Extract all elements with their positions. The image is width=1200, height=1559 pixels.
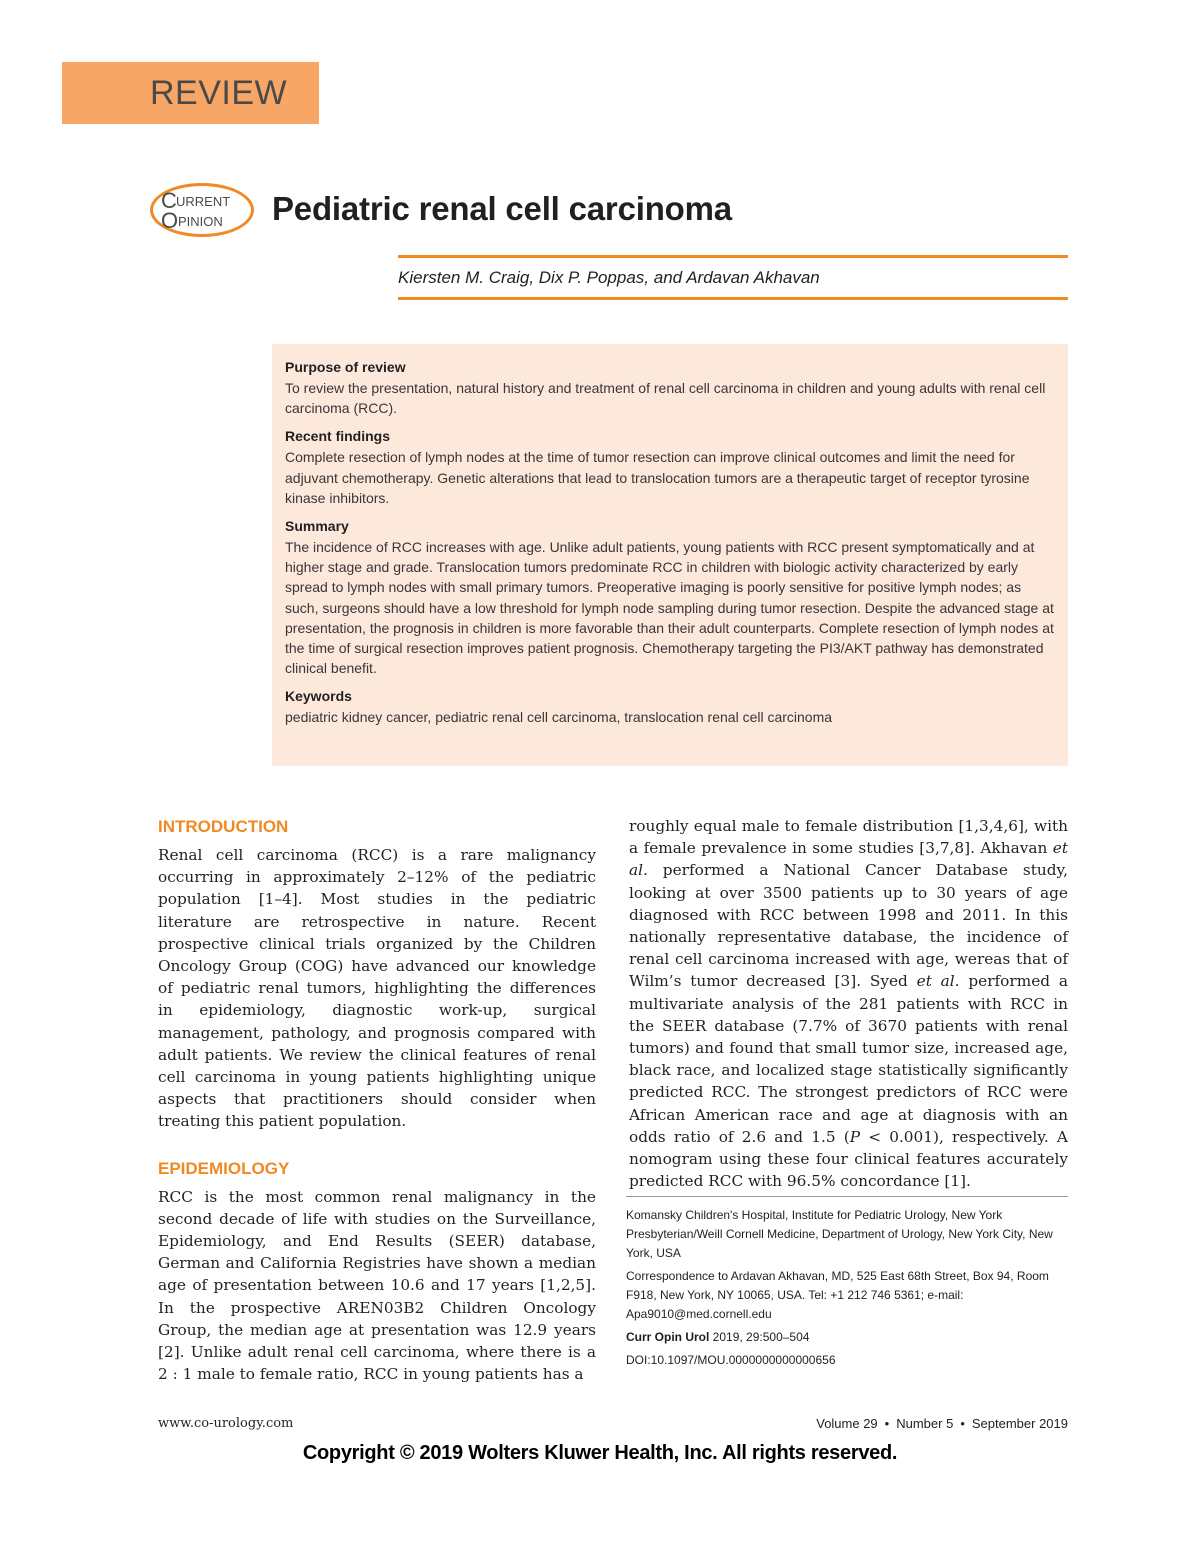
review-banner: REVIEW <box>62 62 319 124</box>
abstract-summary-text: The incidence of RCC increases with age. Unlike adult patients, young patients with RCC present symptomatically and at higher stage and grade. Translocation tumors predominate RCC in children with biologic activity characterized by early spread to lymph nodes with small primary tumors. Preoperative imaging is poorly sensitive for positive lymph nodes; as such, surgeons should have a low threshold for lymph node sampling during tumor resection. Despite the advanced stage at presentation, the prognosis in children is more favorable than their adult counterparts. Complete resection of lymph nodes at the time of surgical resection improves patient prognosis. Chemotherapy targeting the PI3/AKT pathway has demonstrated clinical benefit. <box>285 539 1054 677</box>
article-title: Pediatric renal cell carcinoma <box>272 190 732 227</box>
abstract-keywords-text: pediatric kidney cancer, pediatric renal cell carcinoma, translocation renal cell carcinoma <box>285 709 833 726</box>
right-column <box>629 815 1068 1192</box>
current-opinion-logo-mark <box>153 186 251 234</box>
logo-letter-o: O <box>161 208 179 233</box>
logo-word-pinion: PINION <box>178 214 223 229</box>
footer-number: Number 5 <box>896 1416 954 1431</box>
footer-bullet: • <box>960 1416 965 1431</box>
footer-date: September 2019 <box>971 1416 1068 1431</box>
footer-bullet: • <box>884 1416 890 1431</box>
title-rule-top <box>398 255 1068 258</box>
text-run: performed a National Cancer Database study, looking at over 3500 patients up to 30 years of age diagnosed with RCC between 1998 and 2011. In this nationally representative database, the incidence of renal cell carcinoma increased with age, wereas that of Wilm’s tumor decreased [3]. Syed <box>629 861 1068 991</box>
footer-website: www.co-urology.com <box>158 1416 294 1431</box>
abstract-summary-heading: Summary <box>285 518 349 535</box>
text-run: < 0.001), respectively. A nomogram using these four clinical features accurately predicted RCC with 96.5% concordance [1]. <box>629 1127 1068 1191</box>
et-al: et al. <box>629 839 1068 880</box>
logo-word-urrent: URRENT <box>176 194 231 209</box>
journal-abbrev: Curr Opin Urol <box>626 1330 710 1344</box>
footer-issue-info <box>770 1416 1068 1431</box>
introduction-paragraph: Renal cell carcinoma (RCC) is a rare malignancy occurring in approximately 2–12% of the pediatric population [1–4]. Most studies in the pediatric literature are retrospective in nature. Recent prospective clinical trials organized by the Children Oncology Group (COG) have advanced our knowledge of pediatric renal tumors, highlighting the differences in epidemiology, diagnostic work-up, surgical management, pathology, and prognosis compared with adult patients. We review the clinical features of renal cell carcinoma in young patients highlighting unique aspects that practitioners should consider when treating this patient population. <box>158 846 596 1131</box>
affiliation-block <box>626 1196 1068 1374</box>
citation-line <box>626 1328 1068 1347</box>
left-column <box>158 815 596 1409</box>
abstract-findings-text: Complete resection of lymph nodes at the time of tumor resection can improve clinical outcomes and limit the need for adjuvant chemotherapy. Genetic alterations that lead to translocation tumors are a therapeutic target of receptor tyrosine kinase inhibitors. <box>285 449 1030 506</box>
epidemiology-continued-paragraph <box>629 815 1068 1192</box>
abstract-findings-heading: Recent findings <box>285 428 391 445</box>
correspondence-text: Correspondence to Ardavan Akhavan, MD, 525 East 68th Street, Box 94, Room F918, New York, NY 10065, USA. Tel: +1 212 746 5361; e-mail: Apa9010@med.cornell.edu <box>626 1269 1049 1321</box>
text-run: performed a multivariate analysis of the 281 patients with RCC in the SEER database (7.7% of 3670 patients with renal tumors) and found that small tumor size, increased age, black race, and localized stage statistically significantly predicted RCC. The strongest predictors of RCC were African American race and age at diagnosis with an odds ratio of 2.6 and 1.5 ( <box>629 972 1068 1146</box>
author-list: Kiersten M. Craig, Dix P. Poppas, and Ardavan Akhavan <box>398 268 820 287</box>
copyright-notice: Copyright © 2019 Wolters Kluwer Health, Inc. All rights reserved. <box>302 1442 898 1464</box>
current-opinion-logo <box>150 183 254 237</box>
abstract-box <box>272 344 1068 766</box>
epidemiology-paragraph: RCC is the most common renal malignancy in the second decade of life with studies on the Surveillance, Epidemiology, and End Results (SEER) database, German and California Registries have shown a median age of presentation between 10.6 and 17 years [1,2,5]. In the prospective AREN03B2 Children Oncology Group, the median age at presentation was 12.9 years [2]. Unlike adult renal cell carcinoma, where there is a 2 : 1 male to female ratio, RCC in young patients has a <box>158 1187 596 1384</box>
abstract-purpose-heading: Purpose of review <box>285 359 406 375</box>
institution-text: Komansky Children's Hospital, Institute for Pediatric Urology, New York Presbyterian/Weill Cornell Medicine, Department of Urology, New York City, New York, USA <box>626 1208 1053 1260</box>
text-run: roughly equal male to female distribution [1,3,4,6], with a female prevalence in some studies [3,7,8]. Akhavan <box>629 817 1068 858</box>
et-al: et al. <box>916 972 960 991</box>
abstract-keywords-heading: Keywords <box>285 688 352 705</box>
citation-details: 2019, 29:500–504 <box>709 1330 810 1344</box>
p-value-symbol: P <box>849 1127 861 1146</box>
footer-volume: Volume 29 <box>816 1416 878 1431</box>
introduction-heading: INTRODUCTION <box>158 817 289 836</box>
epidemiology-heading: EPIDEMIOLOGY <box>158 1158 290 1178</box>
title-rule-bottom <box>398 297 1068 300</box>
doi-text: DOI:10.1097/MOU.0000000000000656 <box>626 1353 836 1367</box>
abstract-purpose-text: To review the presentation, natural history and treatment of renal cell carcinoma in children and young adults with renal cell carcinoma (RCC). <box>285 380 1046 417</box>
logo-letter-c: C <box>161 188 177 213</box>
